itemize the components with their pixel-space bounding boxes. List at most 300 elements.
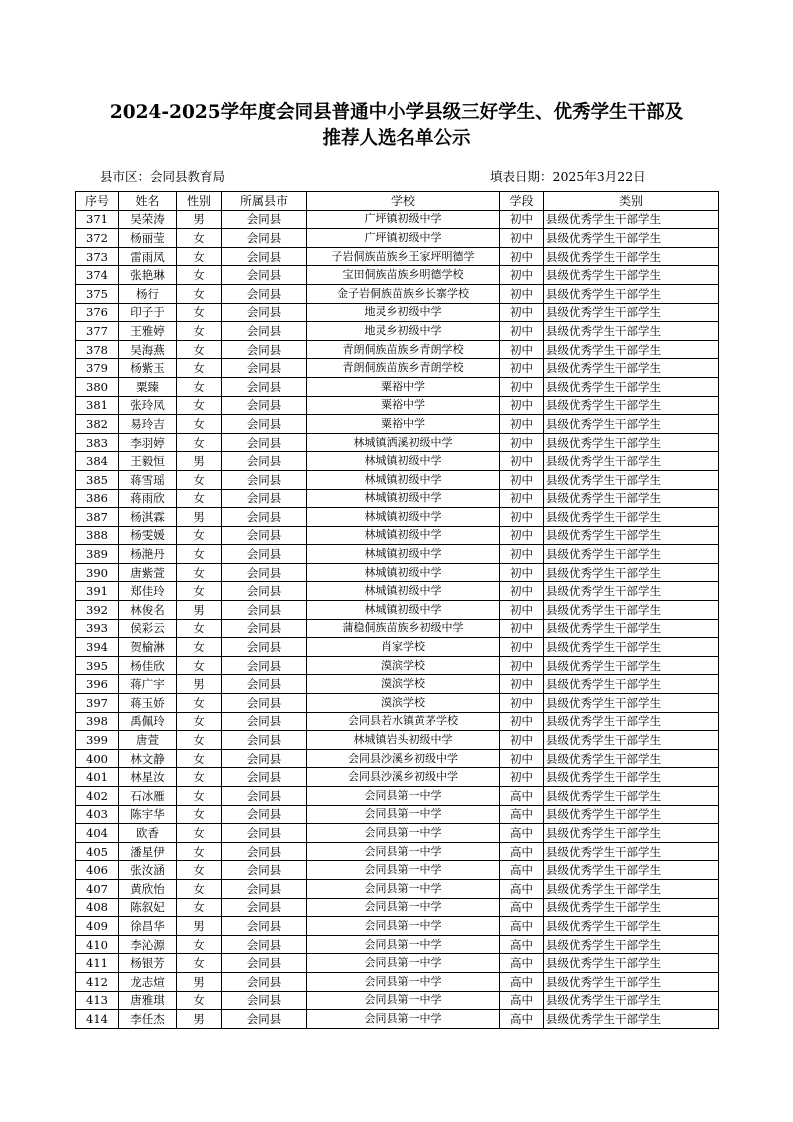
table-row xyxy=(76,489,719,508)
header-school: 学校 xyxy=(307,192,500,211)
cell-index: 389 xyxy=(76,545,119,564)
cell-county: 会同县 xyxy=(222,247,307,266)
table-row xyxy=(76,954,719,973)
table-row xyxy=(76,508,719,527)
cell-school: 林城镇初级中学 xyxy=(307,526,500,545)
cell-school: 广坪镇初级中学 xyxy=(307,210,500,229)
cell-county: 会同县 xyxy=(222,656,307,675)
cell-category: 县级优秀学生干部学生 xyxy=(544,749,719,768)
cell-index: 386 xyxy=(76,489,119,508)
cell-level: 初中 xyxy=(500,601,544,620)
cell-level: 高中 xyxy=(500,917,544,936)
cell-level: 高中 xyxy=(500,1010,544,1029)
cell-index: 402 xyxy=(76,787,119,806)
cell-level: 高中 xyxy=(500,842,544,861)
cell-school: 金子岩侗族苗族乡长寨学校 xyxy=(307,284,500,303)
cell-name: 李任杰 xyxy=(119,1010,177,1029)
cell-name: 王雅婷 xyxy=(119,322,177,341)
cell-county: 会同县 xyxy=(222,322,307,341)
cell-county: 会同县 xyxy=(222,917,307,936)
cell-category: 县级优秀学生干部学生 xyxy=(544,787,719,806)
cell-index: 392 xyxy=(76,601,119,620)
title-line-1: 2024-2025学年度会同县普通中小学县级三好学生、优秀学生干部及 xyxy=(109,102,684,123)
cell-index: 407 xyxy=(76,879,119,898)
cell-category: 县级优秀学生干部学生 xyxy=(544,824,719,843)
cell-county: 会同县 xyxy=(222,787,307,806)
document-title xyxy=(0,100,793,152)
header-gender: 性别 xyxy=(177,192,222,211)
cell-name: 杨银芳 xyxy=(119,954,177,973)
cell-gender: 女 xyxy=(177,824,222,843)
table-row xyxy=(76,284,719,303)
cell-category: 县级优秀学生干部学生 xyxy=(544,1010,719,1029)
cell-county: 会同县 xyxy=(222,582,307,601)
cell-school: 子岩侗族苗族乡王家坪明德学 xyxy=(307,247,500,266)
cell-school: 会同县沙溪乡初级中学 xyxy=(307,768,500,787)
cell-level: 初中 xyxy=(500,303,544,322)
cell-index: 377 xyxy=(76,322,119,341)
cell-gender: 女 xyxy=(177,861,222,880)
cell-index: 391 xyxy=(76,582,119,601)
cell-county: 会同县 xyxy=(222,805,307,824)
cell-county: 会同县 xyxy=(222,842,307,861)
cell-level: 初中 xyxy=(500,229,544,248)
cell-level: 初中 xyxy=(500,210,544,229)
table-row xyxy=(76,656,719,675)
cell-school: 林城镇初级中学 xyxy=(307,545,500,564)
cell-name: 禹佩玲 xyxy=(119,712,177,731)
cell-index: 412 xyxy=(76,972,119,991)
cell-category: 县级优秀学生干部学生 xyxy=(544,842,719,861)
cell-category: 县级优秀学生干部学生 xyxy=(544,284,719,303)
table-row xyxy=(76,619,719,638)
cell-index: 398 xyxy=(76,712,119,731)
cell-county: 会同县 xyxy=(222,415,307,434)
cell-county: 会同县 xyxy=(222,898,307,917)
cell-index: 397 xyxy=(76,694,119,713)
cell-level: 高中 xyxy=(500,805,544,824)
cell-county: 会同县 xyxy=(222,508,307,527)
cell-gender: 女 xyxy=(177,359,222,378)
cell-category: 县级优秀学生干部学生 xyxy=(544,694,719,713)
cell-county: 会同县 xyxy=(222,303,307,322)
cell-category: 县级优秀学生干部学生 xyxy=(544,731,719,750)
cell-level: 初中 xyxy=(500,489,544,508)
cell-index: 390 xyxy=(76,563,119,582)
cell-level: 初中 xyxy=(500,638,544,657)
header-name: 姓名 xyxy=(119,192,177,211)
cell-name: 蒋雨欣 xyxy=(119,489,177,508)
cell-name: 蒋雪瑶 xyxy=(119,470,177,489)
cell-level: 初中 xyxy=(500,582,544,601)
cell-county: 会同县 xyxy=(222,433,307,452)
cell-gender: 女 xyxy=(177,322,222,341)
cell-school: 会同县若水镇黄茅学校 xyxy=(307,712,500,731)
cell-school: 会同县第一中学 xyxy=(307,972,500,991)
cell-name: 杨佳欣 xyxy=(119,656,177,675)
table-row xyxy=(76,545,719,564)
table-row xyxy=(76,712,719,731)
cell-county: 会同县 xyxy=(222,824,307,843)
cell-county: 会同县 xyxy=(222,229,307,248)
cell-name: 陈宇华 xyxy=(119,805,177,824)
cell-name: 杨雯媛 xyxy=(119,526,177,545)
cell-name: 张艳琳 xyxy=(119,266,177,285)
cell-level: 初中 xyxy=(500,452,544,471)
cell-county: 会同县 xyxy=(222,694,307,713)
cell-level: 初中 xyxy=(500,340,544,359)
cell-name: 唐紫萱 xyxy=(119,563,177,582)
cell-level: 初中 xyxy=(500,433,544,452)
table-row xyxy=(76,861,719,880)
cell-name: 杨淇霖 xyxy=(119,508,177,527)
cell-name: 王毅恒 xyxy=(119,452,177,471)
table-row xyxy=(76,972,719,991)
table-row xyxy=(76,563,719,582)
cell-county: 会同县 xyxy=(222,396,307,415)
cell-name: 陈叙妃 xyxy=(119,898,177,917)
cell-gender: 女 xyxy=(177,879,222,898)
cell-level: 初中 xyxy=(500,359,544,378)
cell-county: 会同县 xyxy=(222,563,307,582)
table-row xyxy=(76,638,719,657)
cell-name: 杨丽莹 xyxy=(119,229,177,248)
cell-school: 广坪镇初级中学 xyxy=(307,229,500,248)
cell-gender: 女 xyxy=(177,898,222,917)
table-row xyxy=(76,377,719,396)
table-row xyxy=(76,731,719,750)
table-row xyxy=(76,396,719,415)
cell-category: 县级优秀学生干部学生 xyxy=(544,415,719,434)
cell-category: 县级优秀学生干部学生 xyxy=(544,247,719,266)
header-county: 所属县市 xyxy=(222,192,307,211)
cell-gender: 女 xyxy=(177,563,222,582)
cell-category: 县级优秀学生干部学生 xyxy=(544,898,719,917)
student-table xyxy=(75,191,719,1029)
cell-level: 初中 xyxy=(500,377,544,396)
cell-name: 杨滟丹 xyxy=(119,545,177,564)
cell-index: 409 xyxy=(76,917,119,936)
cell-county: 会同县 xyxy=(222,1010,307,1029)
cell-index: 401 xyxy=(76,768,119,787)
cell-category: 县级优秀学生干部学生 xyxy=(544,768,719,787)
cell-name: 黄欣怡 xyxy=(119,879,177,898)
cell-level: 初中 xyxy=(500,322,544,341)
cell-index: 387 xyxy=(76,508,119,527)
cell-school: 林城镇初级中学 xyxy=(307,563,500,582)
cell-category: 县级优秀学生干部学生 xyxy=(544,861,719,880)
cell-index: 408 xyxy=(76,898,119,917)
cell-county: 会同县 xyxy=(222,470,307,489)
table-row xyxy=(76,768,719,787)
cell-county: 会同县 xyxy=(222,879,307,898)
cell-school: 宝田侗族苗族乡明德学校 xyxy=(307,266,500,285)
cell-school: 会同县第一中学 xyxy=(307,991,500,1010)
cell-county: 会同县 xyxy=(222,545,307,564)
cell-school: 会同县第一中学 xyxy=(307,787,500,806)
cell-name: 唐雅琪 xyxy=(119,991,177,1010)
cell-gender: 女 xyxy=(177,619,222,638)
cell-school: 会同县第一中学 xyxy=(307,935,500,954)
cell-level: 初中 xyxy=(500,656,544,675)
cell-index: 379 xyxy=(76,359,119,378)
header-category: 类别 xyxy=(544,192,719,211)
cell-gender: 女 xyxy=(177,266,222,285)
cell-gender: 女 xyxy=(177,787,222,806)
cell-level: 初中 xyxy=(500,545,544,564)
cell-level: 初中 xyxy=(500,694,544,713)
cell-gender: 女 xyxy=(177,489,222,508)
cell-index: 375 xyxy=(76,284,119,303)
cell-category: 县级优秀学生干部学生 xyxy=(544,638,719,657)
cell-name: 蒋玉娇 xyxy=(119,694,177,713)
cell-category: 县级优秀学生干部学生 xyxy=(544,210,719,229)
cell-category: 县级优秀学生干部学生 xyxy=(544,508,719,527)
cell-county: 会同县 xyxy=(222,284,307,303)
cell-index: 410 xyxy=(76,935,119,954)
cell-gender: 女 xyxy=(177,694,222,713)
header-level: 学段 xyxy=(500,192,544,211)
cell-name: 唐萱 xyxy=(119,731,177,750)
cell-gender: 女 xyxy=(177,712,222,731)
table-row xyxy=(76,526,719,545)
cell-category: 县级优秀学生干部学生 xyxy=(544,340,719,359)
cell-school: 会同县第一中学 xyxy=(307,898,500,917)
cell-gender: 女 xyxy=(177,396,222,415)
cell-index: 381 xyxy=(76,396,119,415)
table-row xyxy=(76,415,719,434)
cell-name: 石冰雁 xyxy=(119,787,177,806)
cell-name: 杨紫玉 xyxy=(119,359,177,378)
cell-category: 县级优秀学生干部学生 xyxy=(544,303,719,322)
cell-category: 县级优秀学生干部学生 xyxy=(544,545,719,564)
cell-school: 地灵乡初级中学 xyxy=(307,322,500,341)
cell-school: 会同县第一中学 xyxy=(307,954,500,973)
cell-school: 会同县第一中学 xyxy=(307,917,500,936)
cell-index: 395 xyxy=(76,656,119,675)
cell-school: 林城镇初级中学 xyxy=(307,508,500,527)
cell-school: 漠滨学校 xyxy=(307,675,500,694)
cell-gender: 女 xyxy=(177,731,222,750)
cell-level: 初中 xyxy=(500,619,544,638)
cell-school: 林城镇初级中学 xyxy=(307,601,500,620)
table-row xyxy=(76,601,719,620)
cell-name: 李沁源 xyxy=(119,935,177,954)
cell-category: 县级优秀学生干部学生 xyxy=(544,563,719,582)
cell-category: 县级优秀学生干部学生 xyxy=(544,452,719,471)
table-row xyxy=(76,675,719,694)
cell-level: 高中 xyxy=(500,861,544,880)
table-row xyxy=(76,917,719,936)
cell-level: 初中 xyxy=(500,396,544,415)
table-row xyxy=(76,991,719,1010)
cell-category: 县级优秀学生干部学生 xyxy=(544,805,719,824)
table-row xyxy=(76,582,719,601)
cell-gender: 男 xyxy=(177,508,222,527)
cell-level: 初中 xyxy=(500,731,544,750)
cell-name: 郑佳玲 xyxy=(119,582,177,601)
cell-name: 欧香 xyxy=(119,824,177,843)
cell-category: 县级优秀学生干部学生 xyxy=(544,229,719,248)
cell-school: 会同县第一中学 xyxy=(307,861,500,880)
cell-level: 初中 xyxy=(500,470,544,489)
cell-gender: 女 xyxy=(177,303,222,322)
cell-category: 县级优秀学生干部学生 xyxy=(544,526,719,545)
cell-gender: 女 xyxy=(177,377,222,396)
cell-school: 会同县第一中学 xyxy=(307,1010,500,1029)
cell-county: 会同县 xyxy=(222,489,307,508)
cell-school: 林城镇初级中学 xyxy=(307,470,500,489)
cell-index: 405 xyxy=(76,842,119,861)
table-row xyxy=(76,210,719,229)
cell-category: 县级优秀学生干部学生 xyxy=(544,879,719,898)
cell-index: 411 xyxy=(76,954,119,973)
cell-school: 青朗侗族苗族乡青朗学校 xyxy=(307,340,500,359)
cell-name: 吴海燕 xyxy=(119,340,177,359)
cell-gender: 女 xyxy=(177,656,222,675)
cell-index: 400 xyxy=(76,749,119,768)
cell-category: 县级优秀学生干部学生 xyxy=(544,619,719,638)
cell-name: 林星汝 xyxy=(119,768,177,787)
cell-county: 会同县 xyxy=(222,340,307,359)
header-index: 序号 xyxy=(76,192,119,211)
cell-name: 侯彩云 xyxy=(119,619,177,638)
cell-gender: 女 xyxy=(177,340,222,359)
cell-gender: 女 xyxy=(177,582,222,601)
cell-gender: 女 xyxy=(177,433,222,452)
cell-county: 会同县 xyxy=(222,452,307,471)
cell-category: 县级优秀学生干部学生 xyxy=(544,377,719,396)
cell-gender: 女 xyxy=(177,749,222,768)
cell-level: 初中 xyxy=(500,563,544,582)
cell-name: 李羽婷 xyxy=(119,433,177,452)
cell-index: 413 xyxy=(76,991,119,1010)
cell-category: 县级优秀学生干部学生 xyxy=(544,935,719,954)
cell-name: 印子于 xyxy=(119,303,177,322)
table-row xyxy=(76,879,719,898)
table-row xyxy=(76,266,719,285)
cell-category: 县级优秀学生干部学生 xyxy=(544,991,719,1010)
cell-index: 372 xyxy=(76,229,119,248)
cell-county: 会同县 xyxy=(222,712,307,731)
cell-county: 会同县 xyxy=(222,377,307,396)
cell-school: 粟裕中学 xyxy=(307,396,500,415)
table-row xyxy=(76,433,719,452)
date-label: 填表日期：2025年3月22日 xyxy=(490,169,646,184)
cell-gender: 男 xyxy=(177,1010,222,1029)
cell-gender: 女 xyxy=(177,284,222,303)
cell-school: 漠滨学校 xyxy=(307,656,500,675)
cell-gender: 女 xyxy=(177,638,222,657)
table-row xyxy=(76,247,719,266)
cell-level: 高中 xyxy=(500,898,544,917)
cell-index: 374 xyxy=(76,266,119,285)
cell-name: 雷雨凤 xyxy=(119,247,177,266)
cell-category: 县级优秀学生干部学生 xyxy=(544,359,719,378)
cell-gender: 女 xyxy=(177,842,222,861)
title-line-2: 推荐人选名单公示 xyxy=(322,128,471,149)
table-row xyxy=(76,749,719,768)
cell-school: 会同县第一中学 xyxy=(307,824,500,843)
cell-level: 初中 xyxy=(500,415,544,434)
cell-name: 林文静 xyxy=(119,749,177,768)
cell-school: 粟裕中学 xyxy=(307,377,500,396)
cell-index: 371 xyxy=(76,210,119,229)
cell-index: 376 xyxy=(76,303,119,322)
cell-level: 初中 xyxy=(500,712,544,731)
cell-level: 高中 xyxy=(500,972,544,991)
cell-category: 县级优秀学生干部学生 xyxy=(544,582,719,601)
table-row xyxy=(76,805,719,824)
cell-category: 县级优秀学生干部学生 xyxy=(544,656,719,675)
cell-county: 会同县 xyxy=(222,861,307,880)
cell-gender: 男 xyxy=(177,917,222,936)
cell-category: 县级优秀学生干部学生 xyxy=(544,675,719,694)
cell-level: 初中 xyxy=(500,284,544,303)
cell-gender: 女 xyxy=(177,935,222,954)
cell-county: 会同县 xyxy=(222,619,307,638)
cell-gender: 女 xyxy=(177,954,222,973)
cell-category: 县级优秀学生干部学生 xyxy=(544,489,719,508)
cell-name: 粟臻 xyxy=(119,377,177,396)
table-row xyxy=(76,824,719,843)
table-row xyxy=(76,452,719,471)
cell-gender: 女 xyxy=(177,545,222,564)
table-header-row xyxy=(76,192,719,211)
cell-level: 初中 xyxy=(500,768,544,787)
table-body xyxy=(76,210,719,1028)
table-row xyxy=(76,340,719,359)
cell-gender: 男 xyxy=(177,601,222,620)
cell-level: 高中 xyxy=(500,991,544,1010)
cell-level: 初中 xyxy=(500,508,544,527)
cell-name: 易玲吉 xyxy=(119,415,177,434)
cell-index: 393 xyxy=(76,619,119,638)
table-row xyxy=(76,229,719,248)
cell-name: 龙志煊 xyxy=(119,972,177,991)
cell-county: 会同县 xyxy=(222,991,307,1010)
table-row xyxy=(76,470,719,489)
cell-county: 会同县 xyxy=(222,768,307,787)
cell-gender: 女 xyxy=(177,247,222,266)
cell-school: 蒲稳侗族苗族乡初级中学 xyxy=(307,619,500,638)
cell-category: 县级优秀学生干部学生 xyxy=(544,433,719,452)
table-row xyxy=(76,322,719,341)
cell-school: 林城镇初级中学 xyxy=(307,452,500,471)
cell-gender: 女 xyxy=(177,229,222,248)
cell-gender: 女 xyxy=(177,415,222,434)
table-row xyxy=(76,303,719,322)
cell-school: 林城镇初级中学 xyxy=(307,582,500,601)
cell-index: 384 xyxy=(76,452,119,471)
cell-county: 会同县 xyxy=(222,935,307,954)
cell-name: 徐昌华 xyxy=(119,917,177,936)
cell-index: 382 xyxy=(76,415,119,434)
cell-county: 会同县 xyxy=(222,675,307,694)
cell-level: 高中 xyxy=(500,787,544,806)
county-label: 县市区：会同县教育局 xyxy=(100,169,226,184)
cell-school: 会同县沙溪乡初级中学 xyxy=(307,749,500,768)
cell-level: 高中 xyxy=(500,935,544,954)
table-row xyxy=(76,842,719,861)
cell-index: 394 xyxy=(76,638,119,657)
cell-level: 初中 xyxy=(500,749,544,768)
cell-index: 378 xyxy=(76,340,119,359)
cell-index: 396 xyxy=(76,675,119,694)
cell-name: 贺榆淋 xyxy=(119,638,177,657)
cell-name: 杨行 xyxy=(119,284,177,303)
cell-level: 高中 xyxy=(500,824,544,843)
